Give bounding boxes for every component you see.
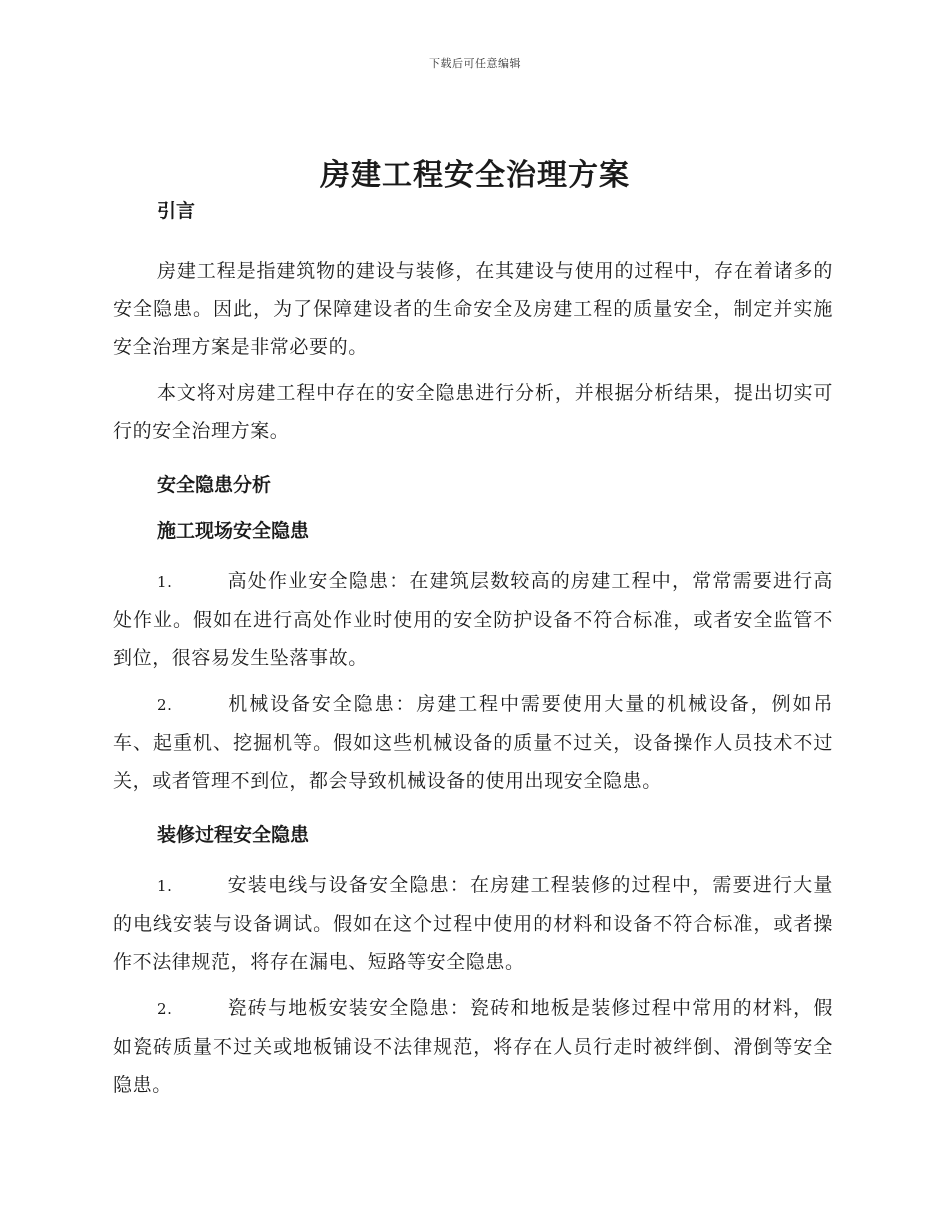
decoration-hazards-heading: 装修过程安全隐患 <box>157 824 310 846</box>
intro-paragraph-1: 房建工程是指建筑物的建设与装修，在其建设与使用的过程中，存在着诸多的安全隐患。因此，为了保障建设者的生命安全及房建工程的质量安全，制定并实施安全治理方案是非常必要的。 <box>113 260 833 358</box>
page-header-note: 下载后可任意编辑 <box>429 57 521 70</box>
site-hazards-heading: 施工现场安全隐患 <box>157 520 310 542</box>
list-item <box>113 562 833 677</box>
list-item-number: 2. <box>157 696 173 714</box>
list-item-text: 安装电线与设备安全隐患：在房建工程装修的过程中，需要进行大量的电线安装与设备调试。假如在这个过程中使用的材料和设备不符合标准，或者操作不法律规范，将存在漏电、短路等安全隐患。 <box>113 874 833 973</box>
intro-heading: 引言 <box>157 200 196 222</box>
analysis-heading: 安全隐患分析 <box>157 474 272 496</box>
document-body <box>113 196 833 1104</box>
list-item-number: 2. <box>157 1000 173 1018</box>
list-item <box>113 685 833 800</box>
list-item-text: 机械设备安全隐患：房建工程中需要使用大量的机械设备，例如吊车、起重机、挖掘机等。假如这些机械设备的质量不过关，设备操作人员技术不过关，或者管理不到位，都会导致机械设备的使用出现安全隐患。 <box>113 693 833 792</box>
list-item-text: 瓷砖与地板安装安全隐患：瓷砖和地板是装修过程中常用的材料，假如瓷砖质量不过关或地板铺设不法律规范，将存在人员行走时被绊倒、滑倒等安全隐患。 <box>113 997 833 1096</box>
list-item-number: 1. <box>157 877 173 895</box>
document-title: 房建工程安全治理方案 <box>320 158 630 193</box>
list-item-number: 1. <box>157 573 173 591</box>
list-item <box>113 989 833 1104</box>
list-item <box>113 866 833 981</box>
intro-paragraph-2: 本文将对房建工程中存在的安全隐患进行分析，并根据分析结果，提出切实可行的安全治理方案。 <box>113 382 833 442</box>
list-item-text: 高处作业安全隐患：在建筑层数较高的房建工程中，常常需要进行高处作业。假如在进行高处作业时使用的安全防护设备不符合标准，或者安全监管不到位，很容易发生坠落事故。 <box>113 570 833 669</box>
